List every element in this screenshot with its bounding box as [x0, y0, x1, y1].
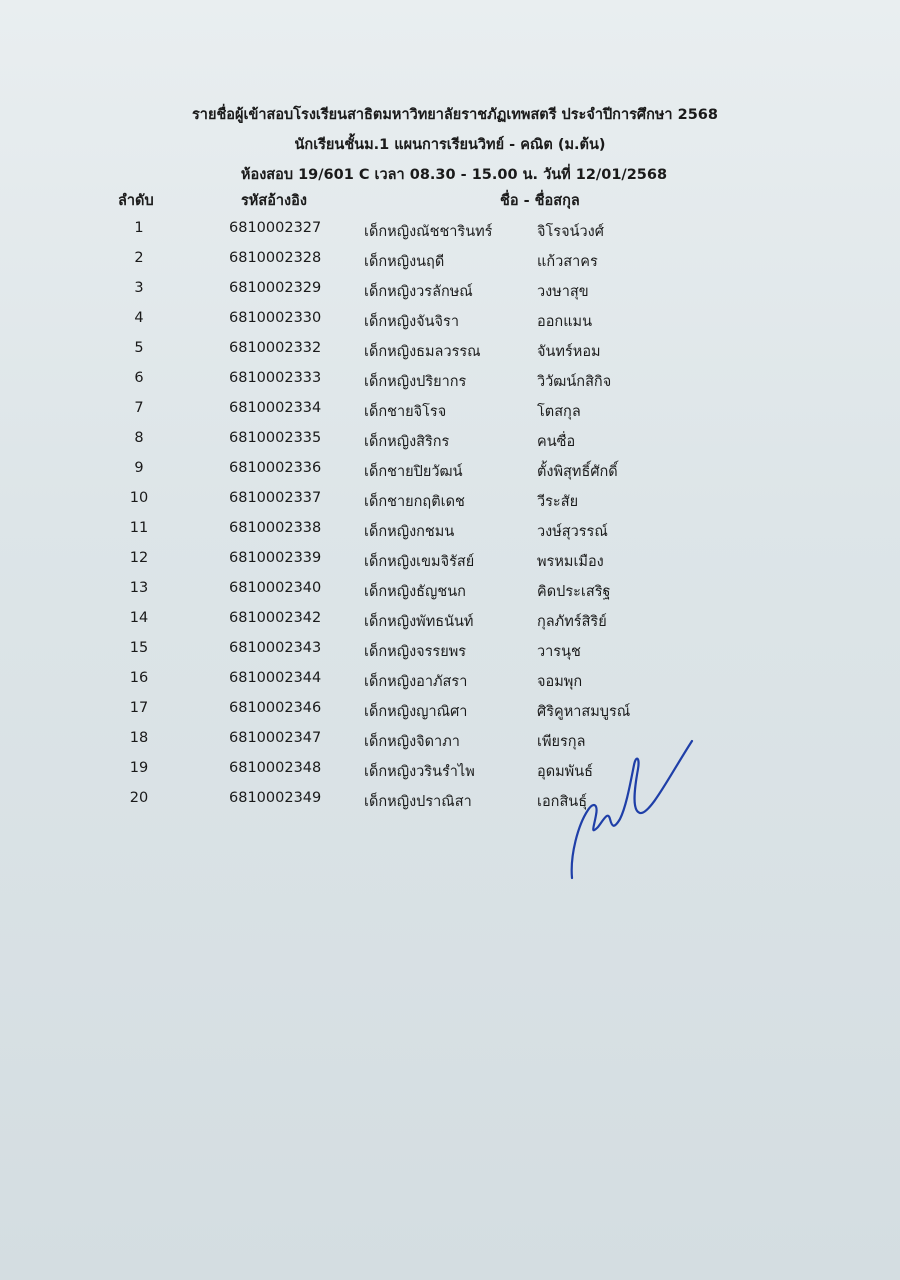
- row-first-name: เด็กหญิงวรลักษณ์: [364, 284, 473, 300]
- row-number: 12: [129, 550, 149, 566]
- table-row: [0, 520, 900, 550]
- row-number: 17: [129, 700, 149, 716]
- row-first-name: เด็กหญิงวรินรำไพ: [364, 764, 475, 780]
- table-row: [0, 760, 900, 790]
- row-first-name: เด็กหญิงกชมน: [364, 524, 455, 540]
- row-number: 14: [129, 610, 149, 626]
- row-ref: 6810002344: [229, 670, 322, 686]
- table-row: [0, 310, 900, 340]
- row-ref: 6810002332: [229, 340, 322, 356]
- row-first-name: เด็กหญิงพัทธนันท์: [364, 614, 474, 630]
- exam-room-info: ห้องสอบ 19/601 C เวลา 08.30 - 15.00 น. วันที่ 12/01/2568: [240, 167, 668, 183]
- handwritten-signature: [560, 735, 700, 885]
- row-last-name: วิวัฒน์กสิกิจ: [537, 374, 612, 390]
- row-ref: 6810002338: [229, 520, 322, 536]
- row-ref: 6810002336: [229, 460, 322, 476]
- table-row: [0, 640, 900, 670]
- table-row: [0, 670, 900, 700]
- row-first-name: เด็กหญิงอาภัสรา: [364, 674, 468, 690]
- row-number: 4: [134, 310, 144, 326]
- row-first-name: เด็กชายกฤติเดช: [364, 494, 465, 510]
- row-number: 7: [134, 400, 144, 416]
- row-ref: 6810002348: [229, 760, 322, 776]
- row-last-name: ตั้งพิสุทธิ์ศักดิ์: [537, 464, 618, 480]
- row-last-name: อุดมพันธ์: [537, 764, 594, 780]
- table-row: [0, 490, 900, 520]
- row-last-name: จันทร์หอม: [537, 344, 601, 360]
- row-ref: 6810002339: [229, 550, 322, 566]
- row-number: 10: [129, 490, 149, 506]
- row-ref: 6810002342: [229, 610, 322, 626]
- row-last-name: วงษ์สุวรรณ์: [537, 524, 608, 540]
- row-number: 2: [134, 250, 144, 266]
- row-first-name: เด็กหญิงญาณิศา: [364, 704, 468, 720]
- row-ref: 6810002333: [229, 370, 322, 386]
- table-row: [0, 370, 900, 400]
- table-row: [0, 250, 900, 280]
- row-last-name: คิดประเสริฐ: [537, 584, 611, 600]
- row-ref: 6810002334: [229, 400, 322, 416]
- row-number: 3: [134, 280, 144, 296]
- row-number: 19: [129, 760, 149, 776]
- table-row: [0, 430, 900, 460]
- table-row: [0, 790, 900, 820]
- row-number: 15: [129, 640, 149, 656]
- row-number: 20: [129, 790, 149, 806]
- row-first-name: เด็กหญิงนฤดี: [364, 254, 445, 270]
- row-last-name: เอกสินธุ์: [537, 794, 588, 810]
- document-subtitle: นักเรียนชั้นม.1 แผนการเรียนวิทย์ - คณิต (ม.ต้น): [294, 137, 606, 153]
- table-row: [0, 400, 900, 430]
- table-row: [0, 580, 900, 610]
- row-first-name: เด็กหญิงจันจิรา: [364, 314, 459, 330]
- row-last-name: ออกแมน: [537, 314, 593, 330]
- row-first-name: เด็กหญิงเขมจิรัสย์: [364, 554, 475, 570]
- row-last-name: พรหมเมือง: [537, 554, 604, 570]
- column-header-name: ชื่อ - ชื่อสกุล: [500, 193, 580, 209]
- row-ref: 6810002335: [229, 430, 322, 446]
- row-last-name: วีระสัย: [537, 494, 579, 510]
- row-ref: 6810002327: [229, 220, 322, 236]
- row-ref: 6810002328: [229, 250, 322, 266]
- document-title: รายชื่อผู้เข้าสอบโรงเรียนสาธิตมหาวิทยาลัยราชภัฏเทพสตรี ประจำปีการศึกษา 2568: [192, 107, 718, 123]
- row-ref: 6810002347: [229, 730, 322, 746]
- row-last-name: โตสกุล: [537, 404, 581, 420]
- row-ref: 6810002329: [229, 280, 322, 296]
- row-number: 18: [129, 730, 149, 746]
- row-last-name: กุลภัทร์สิริย์: [537, 614, 607, 630]
- row-first-name: เด็กหญิงจรรยพร: [364, 644, 467, 660]
- row-last-name: แก้วสาคร: [537, 254, 598, 270]
- row-first-name: เด็กชายจิโรจ: [364, 404, 447, 420]
- row-last-name: เพียรกุล: [537, 734, 586, 750]
- row-number: 13: [129, 580, 149, 596]
- row-number: 1: [134, 220, 144, 236]
- row-ref: 6810002349: [229, 790, 322, 806]
- row-first-name: เด็กหญิงณัชชารินทร์: [364, 224, 493, 240]
- row-first-name: เด็กหญิงสิริกร: [364, 434, 450, 450]
- column-header-no: ลำดับ: [118, 193, 154, 209]
- table-row: [0, 340, 900, 370]
- row-last-name: ศิริคูหาสมบูรณ์: [537, 704, 631, 720]
- row-ref: 6810002340: [229, 580, 322, 596]
- row-first-name: เด็กหญิงปราณิสา: [364, 794, 472, 810]
- table-row: [0, 280, 900, 310]
- row-last-name: จิโรจน์วงศ์: [537, 224, 604, 240]
- table-row: [0, 220, 900, 250]
- row-number: 6: [134, 370, 144, 386]
- table-row: [0, 730, 900, 760]
- row-ref: 6810002330: [229, 310, 322, 326]
- row-first-name: เด็กหญิงจิดาภา: [364, 734, 460, 750]
- row-number: 16: [129, 670, 149, 686]
- row-ref: 6810002337: [229, 490, 322, 506]
- row-number: 8: [134, 430, 144, 446]
- table-row: [0, 460, 900, 490]
- row-last-name: วารนุช: [537, 644, 581, 660]
- row-last-name: คนซื่อ: [537, 434, 576, 450]
- table-row: [0, 700, 900, 730]
- table-row: [0, 550, 900, 580]
- row-first-name: เด็กหญิงธัญชนก: [364, 584, 466, 600]
- row-first-name: เด็กหญิงธมลวรรณ: [364, 344, 481, 360]
- column-header-ref: รหัสอ้างอิง: [241, 193, 307, 209]
- row-last-name: วงษาสุข: [537, 284, 589, 300]
- row-number: 5: [134, 340, 144, 356]
- row-number: 11: [129, 520, 149, 536]
- row-number: 9: [134, 460, 144, 476]
- row-ref: 6810002343: [229, 640, 322, 656]
- row-ref: 6810002346: [229, 700, 322, 716]
- row-first-name: เด็กหญิงปริยากร: [364, 374, 467, 390]
- table-row: [0, 610, 900, 640]
- row-first-name: เด็กชายปิยวัฒน์: [364, 464, 463, 480]
- row-last-name: จอมพุก: [537, 674, 583, 690]
